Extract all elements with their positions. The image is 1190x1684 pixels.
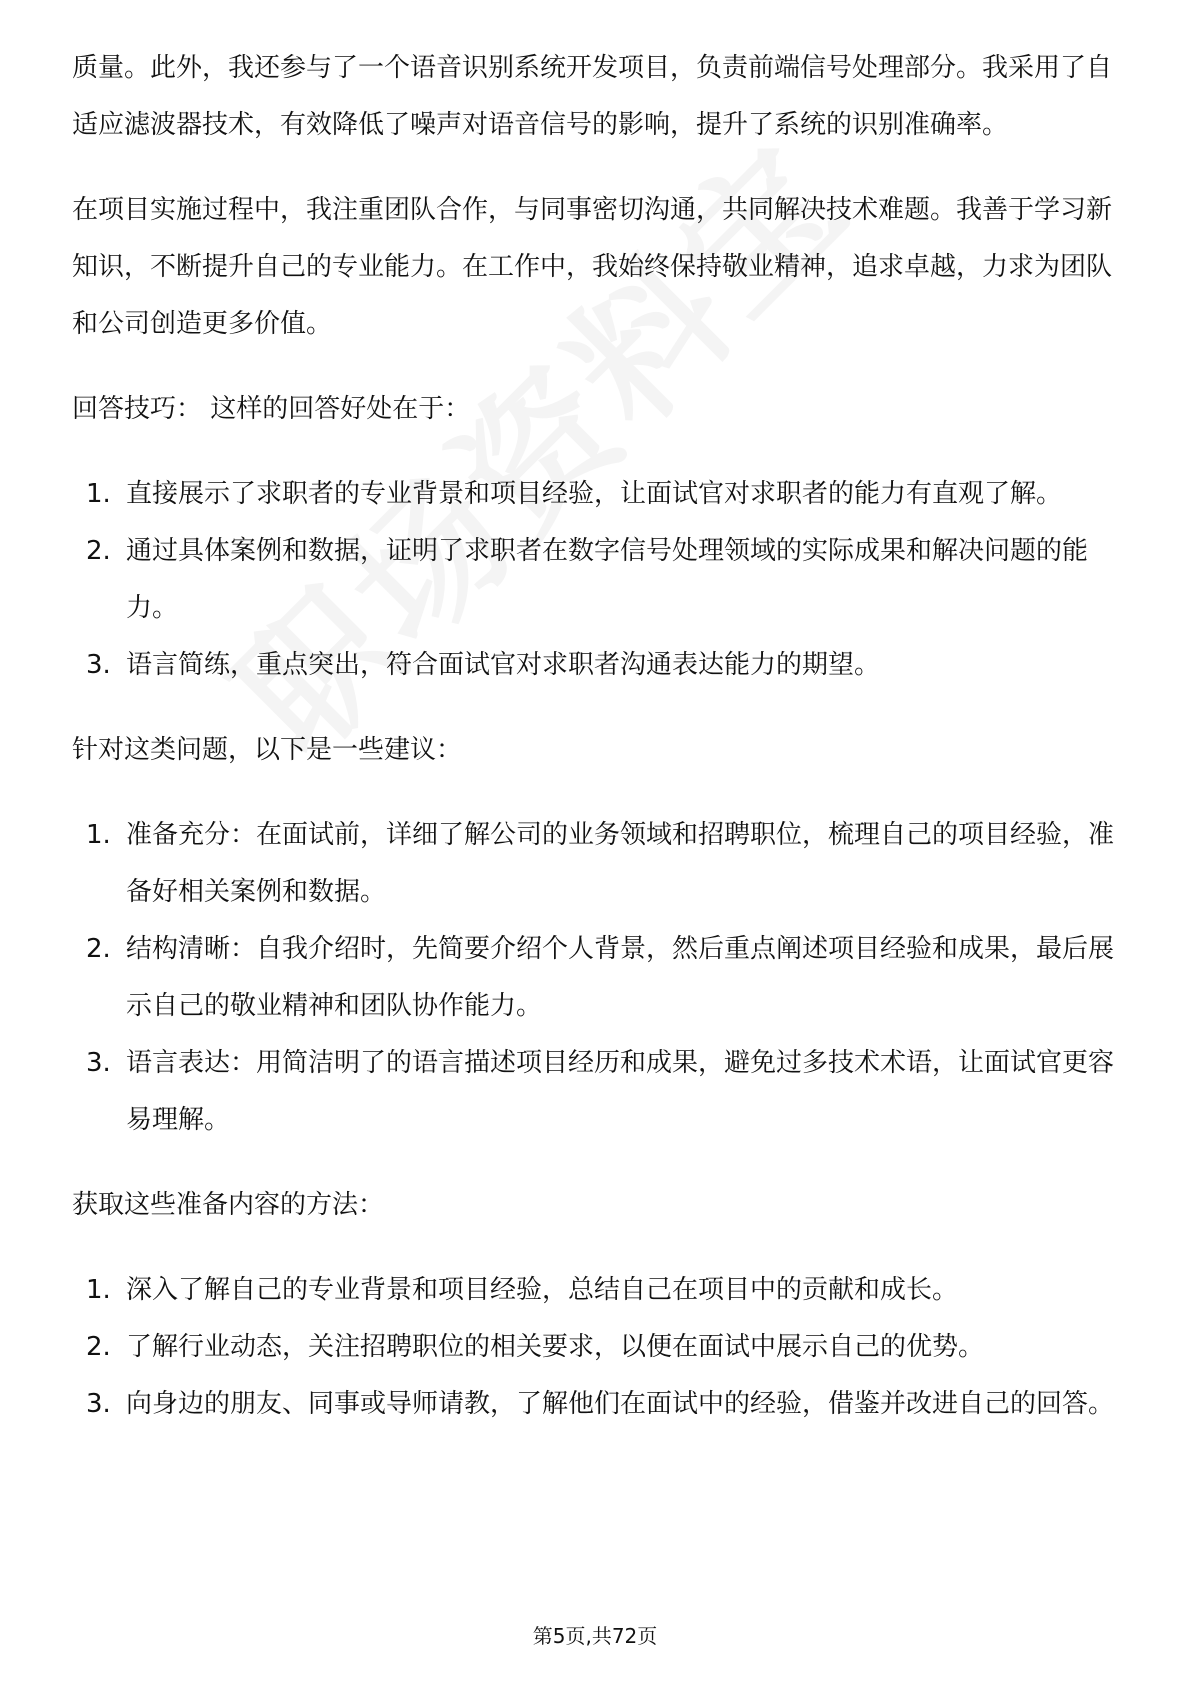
list-item-text: 直接展示了求职者的专业背景和项目经验，让面试官对求职者的能力有直观了解。 [126,479,1063,509]
methods-heading: 获取这些准备内容的方法： [72,1190,385,1220]
list-item [72,1035,1122,1149]
list-item-text: 通过具体案例和数据，证明了求职者在数字信号处理领域的实际成果和解决问题的能力。 [126,536,1089,623]
list-number: 1. [86,479,111,509]
suggestions-list [72,807,1122,1149]
list-item [72,637,1122,694]
document-body [72,40,1122,1461]
list-item [72,807,1122,921]
methods-list [72,1262,1122,1433]
list-item [72,466,1122,523]
list-number: 1. [86,1275,111,1305]
page-number: 第5页,共72页 [532,1624,658,1648]
list-number: 3. [86,650,111,680]
list-item [72,921,1122,1035]
list-number: 2. [86,1332,111,1362]
list-item-text: 语言简练，重点突出，符合面试官对求职者沟通表达能力的期望。 [126,650,881,680]
list-item-text: 向身边的朋友、同事或导师请教，了解他们在面试中的经验，借鉴并改进自己的回答。 [126,1389,1115,1419]
tips-heading: 回答技巧： 这样的回答好处在于： [72,394,471,424]
paragraph-teamwork: 在项目实施过程中，我注重团队合作，与同事密切沟通，共同解决技术难题。我善于学习新知识，不断提升自己的专业能力。在工作中，我始终保持敬业精神，追求卓越，力求为团队和公司创造更多价值。 [72,195,1113,339]
list-number: 2. [86,536,111,566]
list-item-text: 深入了解自己的专业背景和项目经验，总结自己在项目中的贡献和成长。 [126,1275,959,1305]
list-number: 3. [86,1389,111,1419]
list-item-text: 准备充分：在面试前，详细了解公司的业务领域和招聘职位，梳理自己的项目经验，准备好相关案例和数据。 [126,820,1115,907]
list-item [72,1376,1122,1433]
list-number: 1. [86,820,111,850]
paragraph-project-experience: 质量。此外，我还参与了一个语音识别系统开发项目，负责前端信号处理部分。我采用了自适应滤波器技术，有效降低了噪声对语音信号的影响，提升了系统的识别准确率。 [72,53,1113,140]
list-item-text: 了解行业动态，关注招聘职位的相关要求，以便在面试中展示自己的优势。 [126,1332,985,1362]
list-item [72,1319,1122,1376]
list-item [72,523,1122,637]
list-item-text: 结构清晰：自我介绍时，先简要介绍个人背景，然后重点阐述项目经验和成果，最后展示自己的敬业精神和团队协作能力。 [126,934,1115,1021]
list-item-text: 语言表达：用简洁明了的语言描述项目经历和成果，避免过多技术术语，让面试官更容易理解。 [126,1048,1115,1135]
list-number: 3. [86,1048,111,1078]
suggestions-heading: 针对这类问题，以下是一些建议： [72,735,463,765]
tips-list [72,466,1122,694]
list-number: 2. [86,934,111,964]
list-item [72,1262,1122,1319]
